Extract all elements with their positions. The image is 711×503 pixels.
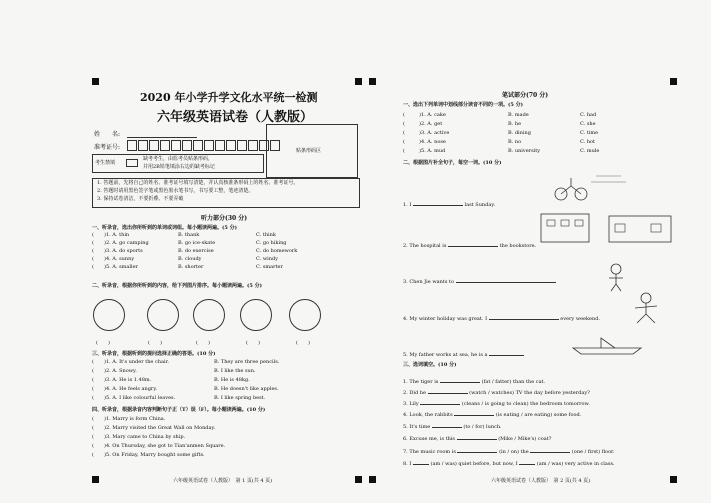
fill-sentence-4: 4. My winter holiday was great. I every weekend.	[403, 316, 601, 322]
option-c: C. go hiking	[256, 240, 287, 246]
answer-blank[interactable]	[432, 422, 462, 428]
w-sec1-col-a	[419, 112, 449, 157]
option-b: B. go ice-skate	[178, 240, 216, 246]
answer-blank[interactable]	[440, 377, 480, 383]
registration-mark	[670, 78, 677, 85]
registration-mark	[355, 78, 362, 85]
w-sec1-col-c	[580, 112, 599, 157]
registration-mark	[369, 476, 376, 483]
child-picture-icon	[601, 262, 631, 292]
word-choice-5: 5. It's time (to / for) lunch.	[403, 424, 502, 430]
exam-title-line2: 六年级英语试卷（人教版）	[157, 110, 314, 125]
fill-sentence-2: 2. The hospital is the bookstore.	[403, 243, 537, 249]
absent-note-1: 缺考考生，由监考员贴条形码，	[143, 156, 214, 162]
option-b: B. thank	[178, 232, 200, 238]
page-footer: 六年级英语试卷（人教版） 第 1 页(共 4 页)	[173, 478, 273, 484]
option-a: )2. A. go camping	[104, 240, 149, 246]
statement: )2. Marry visited the Great Wall on Monday.	[104, 425, 216, 431]
fill-sentence-3: 3. Chen Jie wants to	[403, 277, 556, 285]
answer-b: B. I like the sun.	[214, 368, 256, 374]
word-choice-4: 4. Look, the rabbits (is eating / are eating) some food.	[403, 412, 582, 418]
exam-title-line1: 2020 年小学升学文化水平统一检测	[140, 91, 318, 104]
option-c: C. do homework	[256, 248, 298, 254]
right-page	[365, 0, 711, 503]
answer-blank[interactable]	[448, 241, 498, 247]
answer-a: )3. A. He is 1.48m.	[104, 377, 152, 383]
registration-mark	[369, 78, 376, 85]
written-sec2-title: 二、根据图片补全句子，每空一词。(10 分)	[403, 160, 502, 166]
phonics-a: )1. A. cake	[419, 112, 446, 118]
statement: )1. Marry is form China.	[104, 416, 166, 422]
option-b: B. cloudy	[178, 256, 202, 262]
answer-blank[interactable]	[489, 314, 559, 320]
word-choice-1: 1. The tiger is (fat / fatter) than the cat.	[403, 379, 546, 385]
sec4-paren-col: ( ( ( ( (	[92, 416, 94, 458]
word-choice-8: 8. I (am / was) quiet before, but now, I (am / was) very active in class.	[403, 461, 615, 467]
word-choice-6: 6. Excuse me, is this (Mike / Mike's) coat?	[403, 436, 552, 442]
registration-mark	[92, 78, 99, 85]
option-c: C. smarter	[256, 264, 283, 270]
name-label: 姓 名:	[94, 131, 121, 138]
word-choice-2: 2. Did he (watch / watches) TV the day before yesterday?	[403, 390, 590, 396]
order-blank-3[interactable]: ( )	[196, 340, 210, 346]
note-1: 1. 答题前，先将自己的姓名、准考证号填写清楚，并认真核准条形码上的姓名、准考证号。	[97, 180, 299, 186]
w-sec1-paren-col: ( ( ( ( (	[403, 112, 405, 154]
sec1-col-c	[256, 232, 297, 272]
registration-mark	[92, 476, 99, 483]
answer-blank[interactable]	[456, 277, 556, 283]
sec1-paren-col: ( ( ( ( (	[92, 232, 94, 270]
sec4-statements	[104, 416, 225, 461]
option-c: C. windy	[256, 256, 278, 262]
phonics-a: )4. A. nose	[419, 139, 446, 145]
option-b: B. shorter	[178, 264, 204, 270]
phonics-b: B. he	[508, 121, 522, 127]
answer-blank[interactable]	[519, 459, 535, 465]
sec3-col-b	[214, 359, 279, 404]
sec3-col-a	[104, 359, 175, 404]
order-blank-2[interactable]: ( )	[148, 340, 162, 346]
picture-5-icon	[289, 299, 321, 331]
sec3-paren-col: ( ( ( ( (	[92, 359, 94, 401]
answer-blank[interactable]	[530, 447, 570, 453]
phonics-a: )5. A. mud	[419, 148, 446, 154]
answer-a: )5. A. I like colourful leaves.	[104, 395, 176, 401]
written-sec3-title: 三、选词填空。(10 分)	[403, 362, 457, 368]
option-c: C. think	[256, 232, 276, 238]
written-sec1-title: 一、选出下列单词中划线部分读音不同的一项。(5 分)	[403, 102, 523, 108]
word-choice-7: 7. The music room is (in / on) the (one / first) floor.	[403, 449, 615, 455]
listening-sec1-title: 一、听录音，选出你所听到的单词或词组。每小题读两遍。(5 分)	[92, 225, 237, 231]
answer-blank[interactable]	[454, 410, 494, 416]
answer-blank[interactable]	[457, 447, 497, 453]
phonics-b: B. no	[508, 139, 522, 145]
note-2: 2. 答题时请用黑色签字笔或黑色墨水笔书写，书写要工整，笔迹清楚。	[97, 188, 254, 194]
absent-label: 考生禁填	[95, 160, 116, 166]
phonics-b: B. university	[508, 148, 541, 154]
answer-b: B. He doesn't like apples.	[214, 386, 279, 392]
listening-sec4-title: 四、听录音，根据录音内容判断句子正（T）误（F）。每小题读两遍。(10 分)	[92, 407, 266, 413]
phonics-c: C. mule	[580, 148, 600, 154]
exam-number-label: 准考证号:	[94, 144, 121, 151]
phonics-b: B. made	[508, 112, 529, 118]
statement: )3. Mary came to China by ship.	[104, 434, 186, 440]
answer-b: B. They are three pencils.	[214, 359, 280, 365]
absent-mark-box[interactable]	[126, 159, 138, 167]
picture-3-icon	[193, 299, 225, 331]
listening-title: 听力部分(30 分)	[201, 215, 248, 222]
fill-sentence-1: 1. I last Sunday.	[403, 202, 496, 208]
answer-b: B. I like spring best.	[214, 395, 266, 401]
phonics-a: )3. A. active	[419, 130, 450, 136]
registration-mark	[670, 476, 677, 483]
picture-1-icon	[93, 299, 125, 331]
bike-ride-picture-icon	[541, 172, 631, 202]
written-title: 笔试部分(70 分)	[502, 92, 549, 99]
sec1-col-a	[104, 232, 149, 272]
phonics-c: C. hot	[580, 139, 596, 145]
boat-picture-icon	[571, 336, 646, 356]
phonics-b: B. dining	[508, 130, 531, 136]
listening-sec2-title: 二、听录音，根据你所听到的内容，给下列图片排序。每小题读两遍。(5 分)	[92, 283, 262, 289]
statement: )4. On Thursday, she got to Tian'anmen Square.	[104, 443, 226, 449]
barcode-area-label: 贴条形码区	[296, 148, 322, 154]
order-blank-1[interactable]: ( )	[96, 340, 110, 346]
answer-a: )2. A. Snowy.	[104, 368, 137, 374]
answer-a: )4. A. He feels angry.	[104, 386, 158, 392]
answer-a: )1. A. It's under the chair.	[104, 359, 170, 365]
answer-blank[interactable]	[428, 388, 468, 394]
phonics-c: C. had	[580, 112, 597, 118]
phonics-c: C. time	[580, 130, 599, 136]
option-a: )5. A. smaller	[104, 264, 138, 270]
fill-sentence-5: 5. My father works at sea, he is a	[403, 350, 524, 358]
statement: )5. On Friday, Marry bought some gifts.	[104, 452, 205, 458]
answer-blank[interactable]	[420, 399, 460, 405]
option-a: )3. A. do sports	[104, 248, 143, 254]
answer-blank[interactable]	[413, 200, 463, 206]
phonics-a: )2. A. get	[419, 121, 443, 127]
picture-4-icon	[240, 299, 272, 331]
name-field[interactable]	[127, 137, 197, 138]
option-a: )1. A. thin	[104, 232, 130, 238]
order-blank-4[interactable]: ( )	[246, 340, 260, 346]
listening-sec3-title: 三、听录音，根据听到的提问选择正确的答语。(10 分)	[92, 351, 216, 357]
picture-2-icon	[147, 299, 179, 331]
option-a: )4. A. sunny	[104, 256, 135, 262]
answer-b: B. He is 48kg.	[214, 377, 250, 383]
phonics-c: C. she	[580, 121, 596, 127]
option-b: B. do exercise	[178, 248, 214, 254]
word-choice-3: 3. Lily (cleans / is going to clean) the bedroom tomorrow.	[403, 401, 590, 407]
answer-blank[interactable]	[413, 459, 429, 465]
hospital-bookstore-picture-icon	[539, 210, 674, 244]
answer-blank[interactable]	[489, 350, 524, 356]
note-3: 3. 保持试卷清洁，不要折叠、不要弄破	[97, 196, 184, 202]
registration-mark	[355, 476, 362, 483]
skating-picture-icon	[621, 292, 671, 326]
answer-blank[interactable]	[457, 434, 497, 440]
absent-note-2: 并用2B铅笔填涂右边的缺考标记	[143, 164, 215, 170]
page-footer: 六年级英语试卷（人教版） 第 2 页(共 4 页)	[491, 478, 591, 484]
sec1-col-b	[178, 232, 215, 272]
order-blank-5[interactable]: ( )	[296, 340, 310, 346]
w-sec1-col-b	[508, 112, 540, 157]
